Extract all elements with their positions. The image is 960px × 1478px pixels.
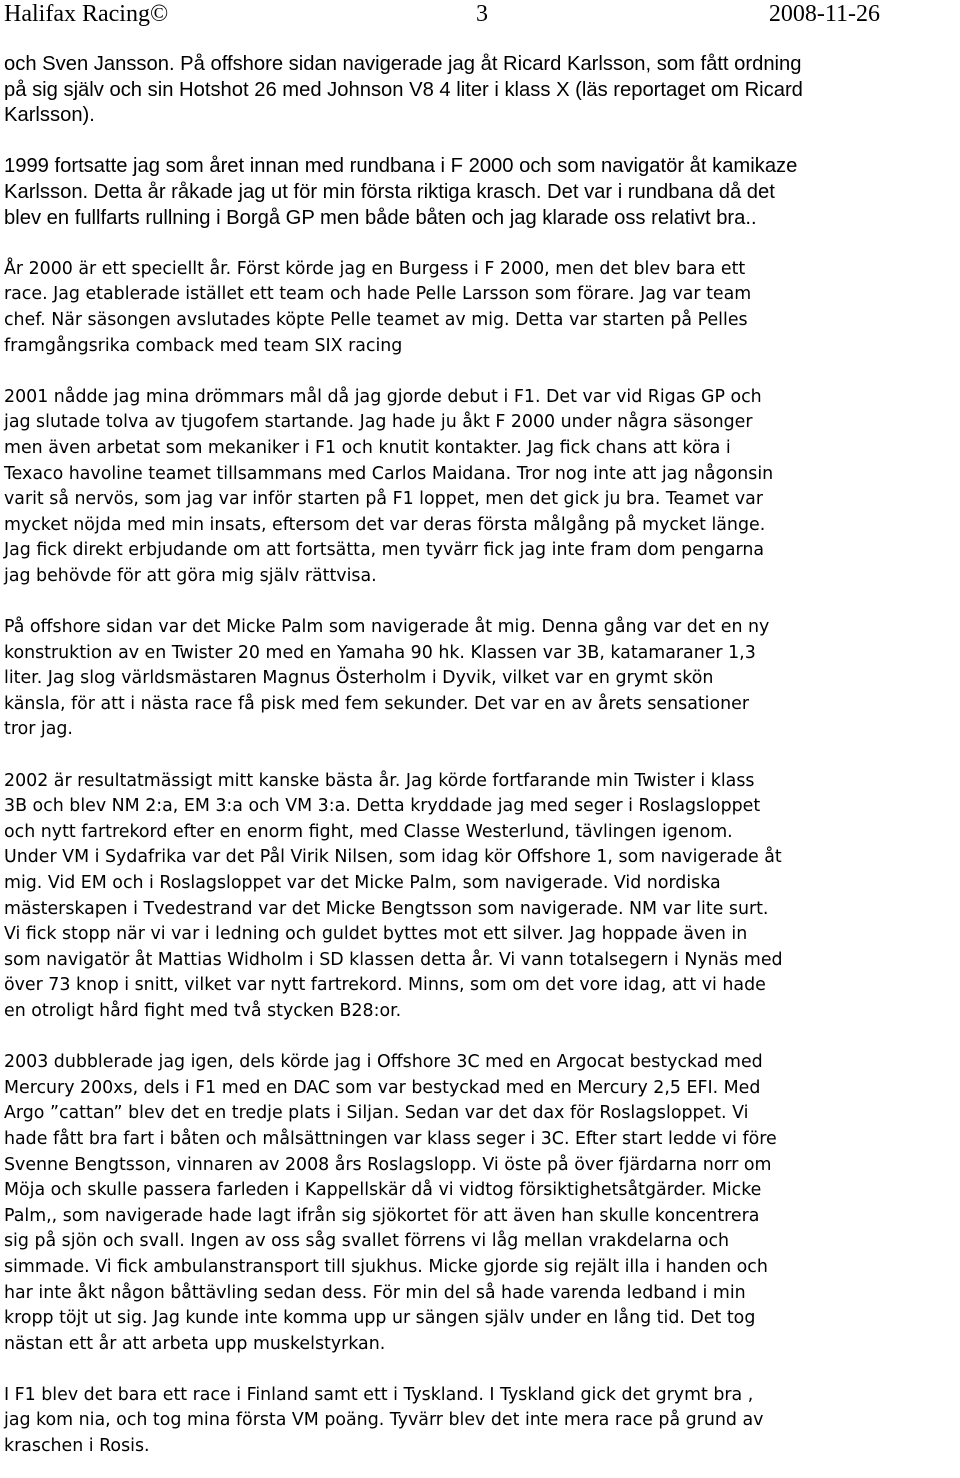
text-line: 2002 är resultatmässigt mitt kanske bästa år. Jag körde fortfarande min Twister i klass (4, 770, 755, 791)
paragraph-8 (4, 1383, 960, 1460)
text-line: simmade. Vi fick ambulanstransport till sjukhus. Micke gjorde sig rejält illa i handen och (4, 1256, 768, 1277)
text-line: varit så nervös, som jag var inför starten på F1 loppet, men det gick ju bra. Teamet var (4, 489, 763, 510)
text-line: mig. Vid EM och i Roslagsloppet var det Micke Palm, som navigerade. Vid nordiska (4, 873, 721, 893)
text-line: Karlsson). (4, 104, 95, 127)
page-number: 3 (476, 1, 488, 27)
paragraph-3 (4, 257, 960, 359)
paragraph-1 (4, 52, 960, 129)
paragraph-5 (4, 615, 960, 743)
text-line: kraschen i Rosis. (4, 1436, 150, 1457)
text-line: På offshore sidan var det Micke Palm som navigerade åt mig. Denna gång var det en ny (4, 617, 770, 638)
text-line: liter. Jag slog världsmästaren Magnus Österholm i Dyvik, vilket var en grymt skön (4, 668, 714, 689)
text-line: mycket nöjda med min insats, eftersom det var deras första målgång på mycket länge. (4, 514, 766, 535)
text-line: och Sven Jansson. På offshore sidan navigerade jag åt Ricard Karlsson, som fått ordning (4, 53, 802, 75)
text-line: hade fått bra fart i båten och målsättningen var klass seger i 3C. Efter start ledde vi före (4, 1128, 777, 1149)
text-line: en otroligt hård fight med två stycken B28:or. (4, 1000, 402, 1021)
text-line: Svenne Bengtsson, vinnaren av 2008 års Roslagslopp. Vi öste på över fjärdarna norr om (4, 1154, 772, 1175)
text-line: Under VM i Sydafrika var det Pål Virik Nilsen, som idag kör Offshore 1, som navigerade åt (4, 847, 782, 868)
text-line: chef. När säsongen avslutades köpte Pelle teamet av mig. Detta var starten på Pelles (4, 309, 748, 330)
paragraph-7 (4, 1050, 960, 1357)
text-line: 3B och blev NM 2:a, EM 3:a och VM 3:a. Detta kryddade jag med seger i Roslagsloppet (4, 796, 761, 817)
text-line: jag kom nia, och tog mina första VM poäng. Tyvärr blev det inte mera race på grund av (4, 1410, 764, 1431)
text-line: nästan ett år att arbeta upp muskelstyrkan. (4, 1333, 386, 1354)
text-line: konstruktion av en Twister 20 med en Yamaha 90 hk. Klassen var 3B, katamaraner 1,3 (4, 642, 756, 663)
text-line: men även arbetat som mekaniker i F1 och knutit kontakter. Jag fick chans att köra i (4, 437, 731, 458)
text-line: blev en fullfarts rullning i Borgå GP men både båten och jag klarade oss relativt bra.. (4, 206, 757, 229)
text-line: har inte åkt någon båttävling sedan dess. För min del så hade varenda ledband i min (4, 1282, 746, 1303)
text-line: och nytt fartrekord efter en enorm fight, med Classe Westerlund, tävlingen igenom. (4, 821, 733, 842)
page-header (0, 0, 960, 40)
text-line: Möja och skulle passera farleden i Kappellskär då vi vidtog försiktighetsåtgärder. Micke (4, 1180, 762, 1201)
paragraph-4 (4, 385, 960, 590)
text-line: över 73 knop i snitt, vilket var nytt fartrekord. Minns, som om det vore idag, att vi hade (4, 975, 766, 996)
paragraph-6 (4, 769, 960, 1025)
text-line: på sig själv och sin Hotshot 26 med Johnson V8 4 liter i klass X (läs reportaget om Ricard (4, 78, 803, 101)
text-line: 2001 nådde jag mina drömmars mål då jag gjorde debut i F1. Det var vid Rigas GP och (4, 386, 762, 407)
text-line: jag slutade tolva av tjugofem startande. Jag hade ju åkt F 2000 under några säsonger (4, 412, 753, 433)
text-line: Jag fick direkt erbjudande om att fortsätta, men tyvärr fick jag inte fram dom pengarna (4, 540, 765, 561)
text-line: Texaco havoline teamet tillsammans med Carlos Maidana. Tror nog inte att jag någonsin (4, 463, 774, 484)
text-line: jag behövde för att göra mig själv rättvisa. (4, 565, 377, 586)
text-line: Palm,, som navigerade hade lagt ifrån sig sjökortet för att även han skulle koncentrera (4, 1205, 760, 1226)
header-date: 2008-11-26 (768, 1, 880, 27)
text-line: framgångsrika comback med team SIX racing (4, 335, 403, 356)
text-line: som navigatör åt Mattias Widholm i SD klassen detta år. Vi vann totalsegern i Nynäs med (4, 949, 783, 970)
text-line: I F1 blev det bara ett race i Finland samt ett i Tyskland. I Tyskland gick det grymt bra , (4, 1384, 754, 1405)
text-line: Vi fick stopp när vi var i ledning och guldet byttes mot ett silver. Jag hoppade även in (4, 924, 748, 945)
text-line: känsla, för att i nästa race få pisk med fem sekunder. Det var en av årets sensationer (4, 693, 750, 714)
text-line: År 2000 är ett speciellt år. Först körde jag en Burgess i F 2000, men det blev bara ett (4, 258, 746, 279)
document-body (4, 52, 960, 1460)
text-line: sig på sjön och svall. Ingen av oss såg svallet förrens vi låg mellan vrakdelarna och (4, 1231, 730, 1252)
text-line: kropp töjt ut sig. Jag kunde inte komma upp ur sängen själv under en lång tid. Det tog (4, 1308, 756, 1329)
text-line: race. Jag etablerade istället ett team och hade Pelle Larsson som förare. Jag var team (4, 284, 752, 305)
text-line: Karlsson. Detta år råkade jag ut för min första riktiga krasch. Det var i rundbana då det (4, 180, 775, 203)
text-line: 1999 fortsatte jag som året innan med rundbana i F 2000 och som navigatör åt kamikaze (4, 155, 798, 178)
text-line: mästerskapen i Tvedestrand var det Micke Bengtsson som navigerade. NM var lite surt. (4, 898, 769, 919)
header-title: Halifax Racing© (4, 1, 169, 27)
text-line: Argo ”cattan” blev det en tredje plats i Siljan. Sedan var det dax för Roslagsloppet. Vi (4, 1103, 749, 1124)
paragraph-2 (4, 154, 960, 231)
text-line: 2003 dubblerade jag igen, dels körde jag i Offshore 3C med en Argocat bestyckad med (4, 1052, 763, 1073)
text-line: tror jag. (4, 719, 73, 740)
text-line: Mercury 200xs, dels i F1 med en DAC som var bestyckad med en Mercury 2,5 EFI. Med (4, 1077, 761, 1098)
